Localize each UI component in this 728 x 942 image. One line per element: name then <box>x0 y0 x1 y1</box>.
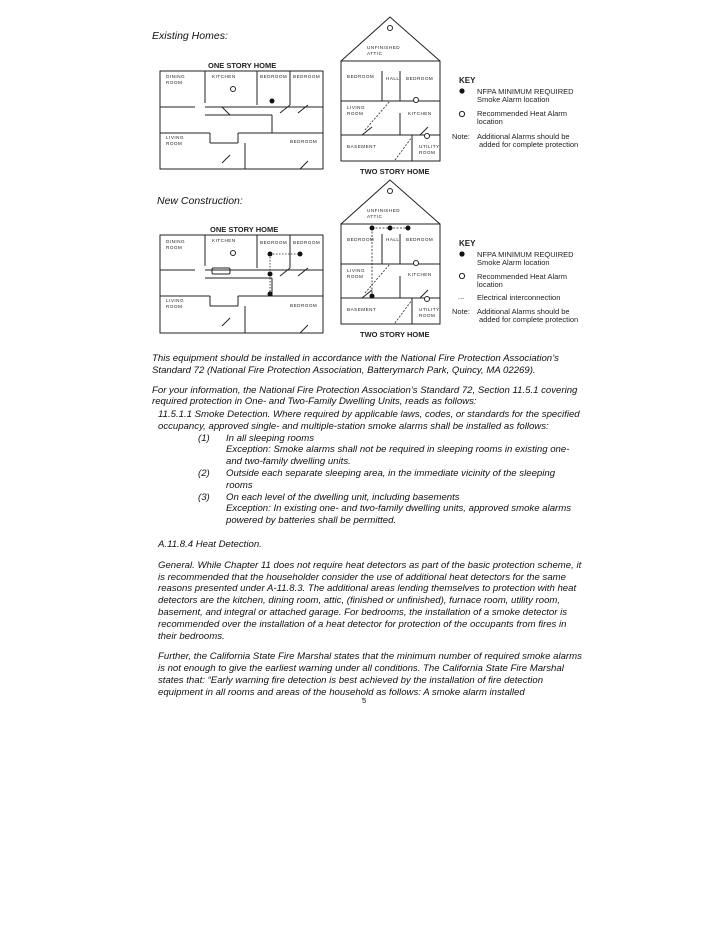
room-bedroom-2: BEDROOM <box>406 76 434 81</box>
heat-alarm-icon <box>414 98 419 103</box>
heat-alarm-icon <box>459 273 464 278</box>
room-dining: DINING <box>166 74 186 79</box>
paragraph-fire-marshal: Further, the California State Fire Marshal states that the minimum number of required smoke alarms is not enough to give the earliest warning under all conditions. The California State Fire Marshal states that: “Early warning fire detection is best achieved by the installation of fire detection equipment in all rooms and areas of the household as follows: A smoke alarm installed <box>158 651 582 698</box>
room-living-2: ROOM <box>166 304 183 309</box>
key-note-2: added for complete protection <box>479 315 579 324</box>
room-kitchen: KITCHEN <box>212 74 236 79</box>
key-heading: KEY <box>459 239 476 248</box>
room-utility-2: ROOM <box>419 150 436 155</box>
room-living-2: ROOM <box>347 274 364 279</box>
new-construction-diagram <box>150 178 590 343</box>
room-bedroom-2: BEDROOM <box>293 240 321 245</box>
key-heat-2: location <box>477 280 503 289</box>
list-text: On each level of the dwelling unit, including basements <box>226 491 460 503</box>
existing-homes-heading: Existing Homes: <box>152 30 228 42</box>
room-attic: ATTIC <box>367 214 383 219</box>
heat-alarm-icon <box>425 297 430 302</box>
one-story-title: ONE STORY HOME <box>208 61 277 70</box>
body-text <box>152 353 582 408</box>
room-living: LIVING <box>166 135 185 140</box>
room-utility: UTILITY <box>419 144 440 149</box>
key-smoke-2: Smoke Alarm location <box>477 95 550 104</box>
page-number: 5 <box>362 696 367 705</box>
room-bedroom-2: BEDROOM <box>293 74 321 79</box>
section-heat-detection <box>158 539 583 699</box>
smoke-alarm-icon <box>268 292 273 297</box>
room-hall: HALL <box>386 237 400 242</box>
room-dining-2: ROOM <box>166 80 183 85</box>
heat-alarm-icon <box>414 261 419 266</box>
list-number: (2) <box>198 467 210 479</box>
smoke-alarm-icon <box>406 226 411 231</box>
key-note-1: Additional Alarms should be <box>477 307 570 316</box>
key-heat-2: location <box>477 117 503 126</box>
key-note-1: Additional Alarms should be <box>477 132 570 141</box>
list-exception: Exception: Smoke alarms shall not be required in sleeping rooms in existing one- and two-family dwelling units. <box>226 444 570 468</box>
paragraph-smoke-detection: 11.5.1.1 Smoke Detection. Where required by applicable laws, codes, or standards for the specified occupancy, approved single- and multiple-station smoke alarms shall be installed as follows: <box>158 409 580 432</box>
room-bedroom-2: BEDROOM <box>406 237 434 242</box>
smoke-alarm-icon <box>459 251 464 256</box>
list-exception: Exception: In existing one- and two-family dwelling units, approved smoke alarms powered by batteries shall be permitted. <box>226 503 572 527</box>
room-unfinished: UNFINISHED <box>367 45 401 50</box>
paragraph-standard: This equipment should be installed in accordance with the National Fire Protection Association’s Standard 72 (National Fire Protection Association, Batterymarch Park, Quincy, MA 02269). <box>152 353 559 376</box>
room-hall: HALL <box>386 76 400 81</box>
room-bedroom-1: BEDROOM <box>260 240 288 245</box>
room-basement: BASEMENT <box>347 144 377 149</box>
room-bedroom-1: BEDROOM <box>260 74 288 79</box>
smoke-alarm-icon <box>268 272 273 277</box>
room-basement: BASEMENT <box>347 307 377 312</box>
new-construction-heading: New Construction: <box>157 195 243 207</box>
key-interconnect: Electrical interconnection <box>477 293 561 302</box>
room-kitchen: KITCHEN <box>212 238 236 243</box>
heat-alarm-icon <box>388 26 393 31</box>
list-text: Outside each separate sleeping area, in the immediate vicinity of the sleeping rooms <box>226 467 556 491</box>
smoke-alarm-icon <box>459 88 464 93</box>
key-smoke-1: NFPA MINIMUM REQUIRED <box>477 250 574 259</box>
room-bedroom-3: BEDROOM <box>290 139 318 144</box>
room-utility: UTILITY <box>419 307 440 312</box>
key-smoke-1: NFPA MINIMUM REQUIRED <box>477 87 574 96</box>
smoke-alarm-icon <box>268 252 273 257</box>
room-utility-2: ROOM <box>419 313 436 318</box>
heat-alarm-icon <box>388 189 393 194</box>
smoke-alarm-icon <box>388 226 393 231</box>
heat-detection-heading: A.11.8.4 Heat Detection. <box>158 539 262 550</box>
paragraph-info: For your information, the National Fire Protection Association’s Standard 72, Section 11.5.1 covering required protection in One- and Two-Family Dwelling Units, reads as follows: <box>152 384 578 408</box>
room-kitchen: KITCHEN <box>408 272 432 277</box>
key-smoke-2: Smoke Alarm location <box>477 258 550 267</box>
room-unfinished: UNFINISHED <box>367 208 401 213</box>
key-heat-1: Recommended Heat Alarm <box>477 272 568 281</box>
existing-homes-diagram <box>150 15 590 180</box>
two-story-title: TWO STORY HOME <box>360 167 430 176</box>
key-note-2: added for complete protection <box>479 140 579 149</box>
section-11-5-1-1 <box>158 409 583 527</box>
room-living-2: ROOM <box>347 111 364 116</box>
smoke-alarm-icon <box>298 252 303 257</box>
room-bedroom-1: BEDROOM <box>347 237 375 242</box>
room-living-2: ROOM <box>166 141 183 146</box>
key-note-label: Note: <box>452 307 470 316</box>
smoke-alarm-icon <box>370 226 375 231</box>
heat-alarm-icon <box>231 251 236 256</box>
paragraph-general: General. While Chapter 11 does not require heat detectors as part of the basic protection scheme, it is recommended that the householder consider the use of additional heat detectors for the same reasons presented under A-11.8.3. The additional areas lending themselves to protection with heat detectors are the kitchen, dining room, attic, (finished or unfinished), furnace room, utility room, basement, and integral or attached garage. For bedrooms, the installation of a smoke detector is recommended over the installation of a heat detector for protection of the occupants from fires in their bedrooms. <box>158 559 582 642</box>
room-dining: DINING <box>166 239 186 244</box>
list-item <box>158 492 583 527</box>
list-text: In all sleeping rooms <box>226 432 314 444</box>
room-kitchen: KITCHEN <box>408 111 432 116</box>
smoke-alarm-icon <box>370 294 375 299</box>
list-number: (3) <box>198 491 210 503</box>
room-attic: ATTIC <box>367 51 383 56</box>
key-heat-1: Recommended Heat Alarm <box>477 109 568 118</box>
room-dining-2: ROOM <box>166 245 183 250</box>
key-interconnect-symbol: ... <box>458 292 465 301</box>
list-number: (1) <box>198 432 210 444</box>
room-living: LIVING <box>166 298 185 303</box>
room-living: LIVING <box>347 105 366 110</box>
room-living: LIVING <box>347 268 366 273</box>
two-story-title: TWO STORY HOME <box>360 330 430 339</box>
smoke-alarm-icon <box>270 99 275 104</box>
key-note-label: Note: <box>452 132 470 141</box>
room-bedroom-1: BEDROOM <box>347 74 375 79</box>
heat-alarm-icon <box>459 111 464 116</box>
one-story-title: ONE STORY HOME <box>210 225 279 234</box>
list-item <box>158 468 583 492</box>
heat-alarm-icon <box>231 87 236 92</box>
key-heading: KEY <box>459 76 476 85</box>
heat-alarm-icon <box>425 134 430 139</box>
list-item <box>158 433 583 468</box>
room-bedroom-3: BEDROOM <box>290 303 318 308</box>
